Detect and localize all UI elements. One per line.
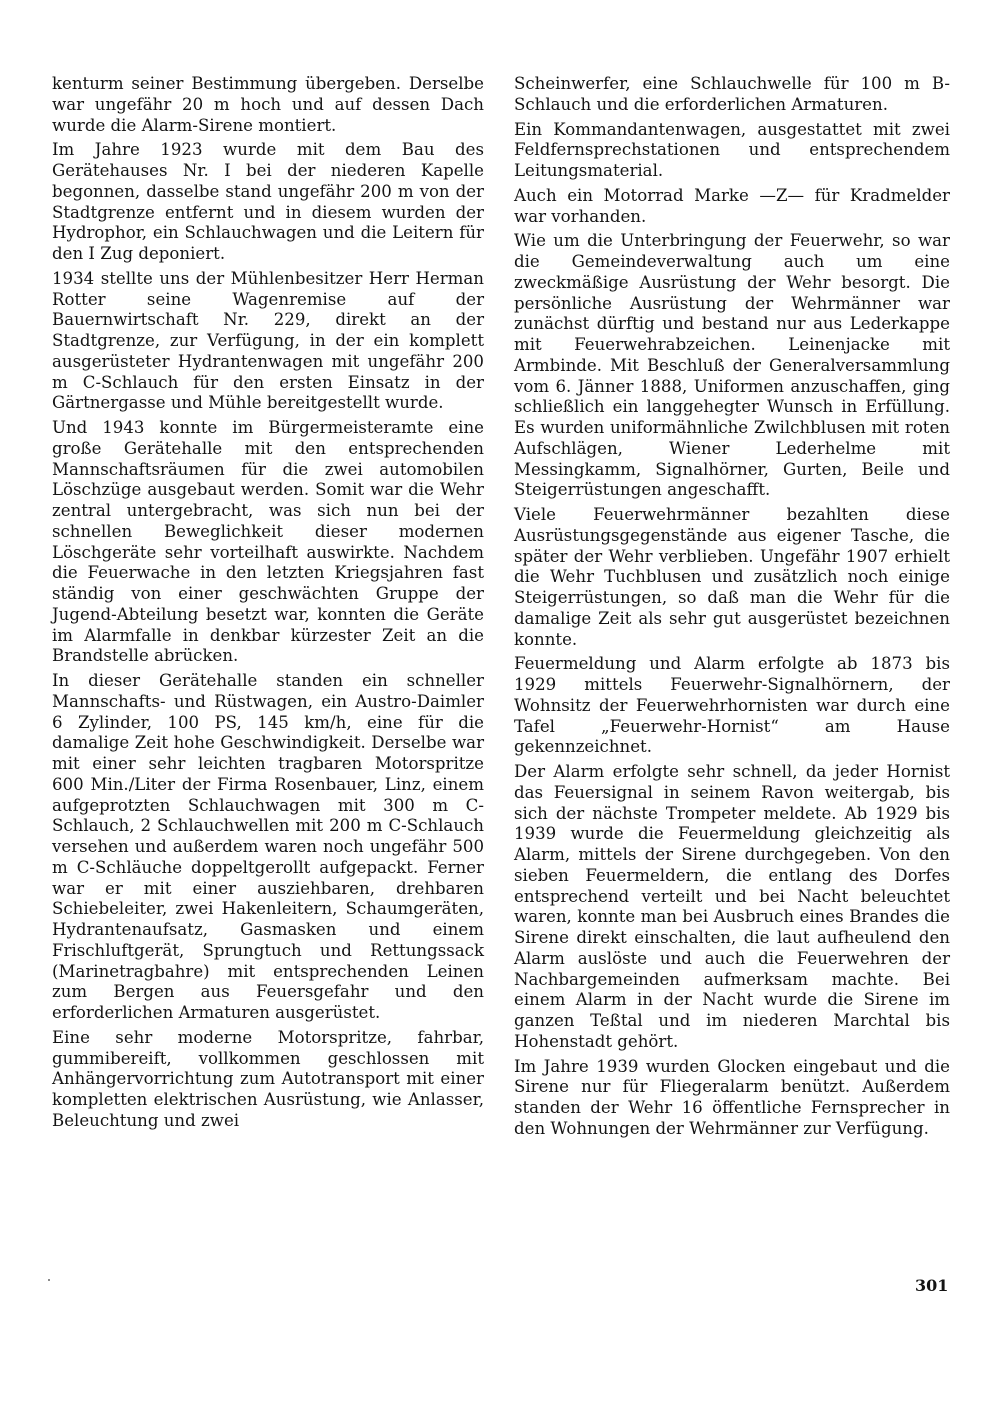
page-number: 301 [915, 1276, 949, 1295]
paragraph: Wie um die Unterbringung der Feuerwehr, so war die Gemeindeverwaltung auch um eine zweckmäßige Ausrüstung der Wehr besorgt. Die persönliche Ausrüstung der Wehrmänner war zunächst dürftig und bestand nur aus Lederkappe mit Feuerwehrabzeichen. Leinenjacke mit Armbinde. Mit Beschluß der Generalversammlung vom 6. Jänner 1888, Uniformen anzuschaffen, ging schließlich ein langgehegter Wunsch in Erfüllung. Es wurden uniformähnliche Zwilchblusen mit roten Aufschlägen, Wiener Lederhelme mit Messingkamm, Signalhörner, Gurten, Beile und Steigerrüstungen angeschafft. [514, 231, 950, 500]
scan-speck [48, 1279, 50, 1281]
paragraph: Und 1943 konnte im Bürgermeisteramte eine große Gerätehalle mit den entsprechenden Mannschaftsräumen für die zwei automobilen Löschzüge ausgebaut werden. Somit war die Wehr zentral untergebracht, was sich nun bei der schnellen Beweglichkeit dieser modernen Löschgeräte sehr vorteilhaft auswirkte. Nachdem die Feuerwache in den letzten Kriegsjahren fast ständig von einer geschwächten Gruppe der Jugend-Abteilung besetzt war, konnten die Geräte im Alarmfalle in denkbar kürzester Zeit an die Brandstelle abrücken. [52, 418, 484, 666]
paragraph: Feuermeldung und Alarm erfolgte ab 1873 bis 1929 mittels Feuerwehr-Signalhörnern, der Wohnsitz der Feuerwehrhornisten war durch eine Tafel „Feuerwehr-Hornist“ am Hause gekennzeichnet. [514, 654, 950, 757]
paragraph: Ein Kommandantenwagen, ausgestattet mit zwei Feldfernsprechstationen und entsprechendem Leitungsmaterial. [514, 119, 950, 180]
paragraph: kenturm seiner Bestimmung übergeben. Derselbe war ungefähr 20 m hoch und auf dessen Dach wurde die Alarm-Sirene montiert. [52, 74, 484, 135]
paragraph: 1934 stellte uns der Mühlenbesitzer Herr Herman Rotter seine Wagenremise auf der Bauernwirtschaft Nr. 229, direkt an der Stadtgrenze, zur Verfügung, in der ein komplett ausgerüsteter Hydrantenwagen mit ungefähr 200 m C-Schlauch für den ersten Einsatz in der Gärtnergasse und Mühle bereitgestellt wurde. [52, 268, 484, 413]
paragraph: Scheinwerfer, eine Schlauchwelle für 100 m B-Schlauch und die erforderlichen Armaturen. [514, 74, 950, 114]
paragraph: Auch ein Motorrad Marke —Z— für Kradmelder war vorhanden. [514, 185, 950, 226]
paragraph: Der Alarm erfolgte sehr schnell, da jeder Hornist das Feuersignal in seinem Ravon weitergab, bis sich der nächste Trompeter meldete. Ab 1929 bis 1939 wurde die Feuermeldung gleichzeitig als Alarm, mittels der Sirene durchgegeben. Von den sieben Feuermeldern, die entlang des Dorfes entsprechend verteilt und bei Nacht beleuchtet waren, konnte man bei Ausbruch eines Brandes die Sirene direkt einschalten, die laut aufheulend den Alarm auslöste und auch die Feuerwehren der Nachbargemeinden aufmerksam machte. Bei einem Alarm in der Nacht wurde die Sirene im ganzen Teßtal und im niederen Marchtal bis Hohenstadt gehört. [514, 762, 950, 1051]
paragraph: In dieser Gerätehalle standen ein schneller Mannschafts- und Rüstwagen, ein Austro-Daimler 6 Zylinder, 100 PS, 145 km/h, eine für die damalige Zeit hohe Geschwindigkeit. Derselbe war mit einer sehr leichten tragbaren Motorspritze 600 Min./Liter der Firma Rosenbauer, Linz, einem aufgeprotzten Schlauchwagen mit 300 m C-Schlauch, 2 Schlauchwellen mit 200 m C-Schlauch versehen und außerdem waren noch ungefähr 500 m C-Schläuche doppeltgerollt aufgepackt. Ferner war er mit einer ausziehbaren, drehbaren Schiebeleiter, zwei Hakenleitern, Schaumgeräten, Hydrantenaufsatz, Gasmasken und einem Frischluftgerät, Sprungtuch und Rettungssack (Marinetragbahre) mit entsprechenden Leinen zum Bergen aus Feuersgefahr und den erforderlichen Armaturen ausgerüstet. [52, 671, 484, 1022]
paragraph: Im Jahre 1939 wurden Glocken eingebaut und die Sirene nur für Fliegeralarm benützt. Außerdem standen der Wehr 16 öffentliche Fernsprecher in den Wohnungen der Wehrmänner zur Verfügung. [514, 1056, 950, 1138]
paragraph: Viele Feuerwehrmänner bezahlten diese Ausrüstungsgegenstände aus eigener Tasche, die später der Wehr verblieben. Ungefähr 1907 erhielt die Wehr Tuchblusen und zusätzlich noch einige Steigerrüstungen, so daß man die Wehr für die damalige Zeit als sehr gut ausgerüstet bezeichnen konnte. [514, 505, 950, 649]
left-text-column [52, 74, 484, 1136]
paragraph: Im Jahre 1923 wurde mit dem Bau des Gerätehauses Nr. I bei der niederen Kapelle begonnen, dasselbe stand ungefähr 200 m von der Stadtgrenze entfernt und in diesem wurden der Hydrophor, ein Schlauchwagen und die Leitern für den I Zug deponiert. [52, 140, 484, 263]
right-text-column [514, 74, 950, 1144]
paragraph: Eine sehr moderne Motorspritze, fahrbar, gummibereift, vollkommen geschlossen mit Anhängervorrichtung zum Autotransport mit einer kompletten elektrischen Ausrüstung, wie Anlasser, Beleuchtung und zwei [52, 1027, 484, 1130]
